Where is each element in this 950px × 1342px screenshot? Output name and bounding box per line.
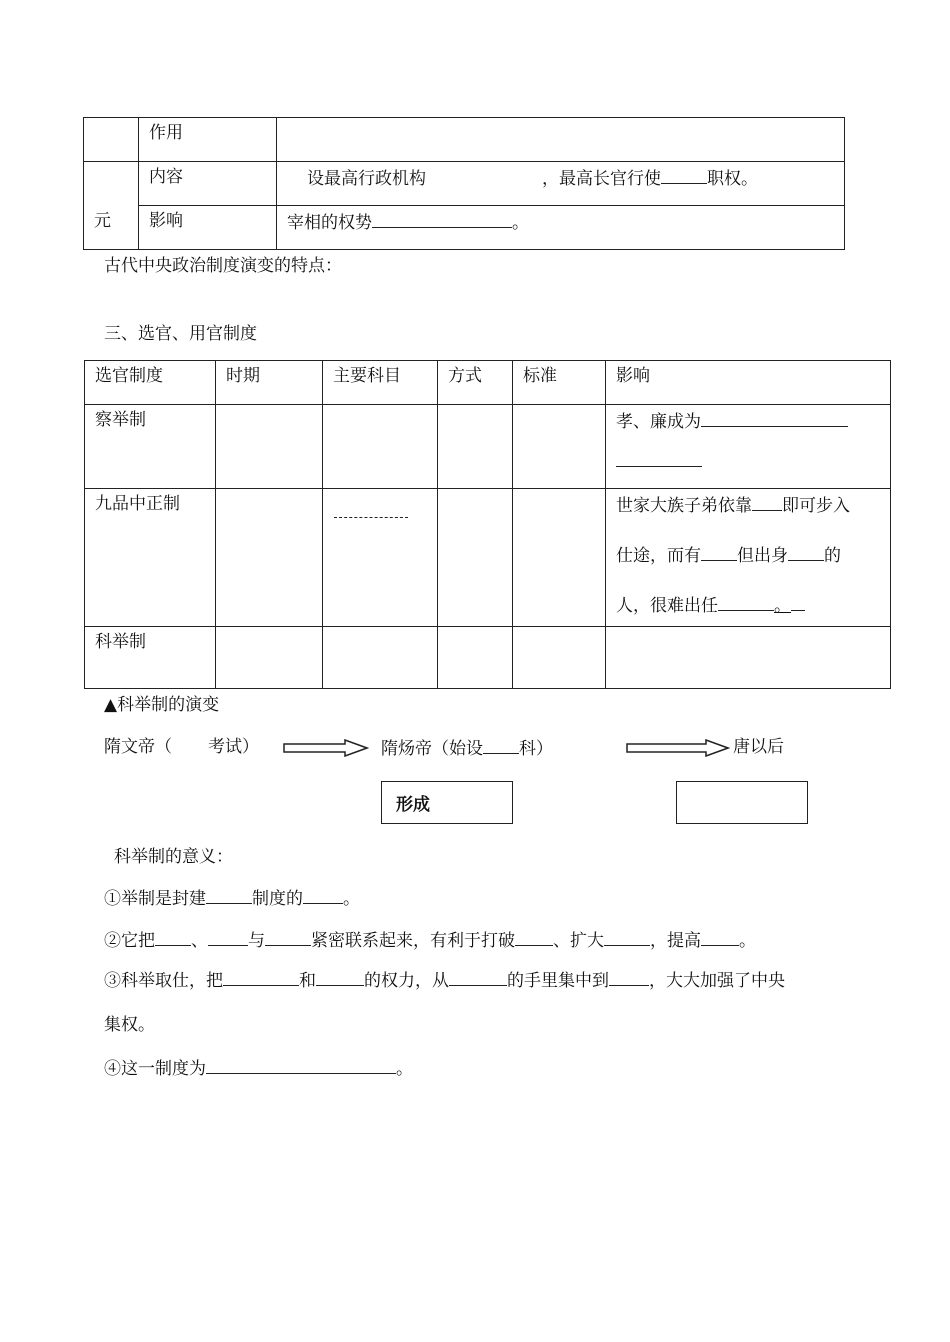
significance-point-1: ①举制是封建 制度的 。 — [104, 889, 360, 909]
cell-empty — [84, 118, 139, 162]
evolution-title: ▲科举制的演变 — [104, 695, 220, 715]
cell-dynasty-yuan: 元 — [84, 162, 139, 250]
cell-label-content: 内容 — [139, 162, 277, 206]
evolution-step3: 唐以后 — [733, 737, 784, 757]
row2-name: 九品中正制 — [85, 489, 216, 627]
cell-label-impact: 影响 — [139, 206, 277, 250]
row1-name: 察举制 — [85, 405, 216, 489]
table-row — [85, 627, 891, 689]
row2-subjects — [323, 489, 438, 627]
cell-content-value: 设最高行政机构 ，最高长官行使 职权。 — [277, 162, 845, 206]
significance-point-4: ④这一制度为 。 — [104, 1059, 413, 1079]
cell-effect-value — [277, 118, 845, 162]
row1-impact: 孝、廉成为 — [606, 405, 891, 489]
row3-name: 科举制 — [85, 627, 216, 689]
right-arrow-icon — [626, 739, 730, 757]
table-row — [85, 489, 891, 627]
significance-title: 科举制的意义： — [114, 847, 233, 867]
table-row — [85, 405, 891, 489]
header-system: 选官制度 — [85, 361, 216, 405]
header-subjects: 主要科目 — [323, 361, 438, 405]
row2-impact: 世家大族子弟依靠 即可步入 仕途，而有 但出身 的 人，很难出任 。 — [606, 489, 891, 627]
section3-title: 三、选官、用官制度 — [104, 324, 257, 344]
header-impact: 影响 — [606, 361, 891, 405]
header-standard: 标准 — [513, 361, 606, 405]
significance-point-3: ③科举取仕，把 和 的权力，从 的手里集中到 ，大大加强了中央 — [104, 971, 785, 991]
cell-label-effect: 作用 — [139, 118, 277, 162]
cell-impact-value: 宰相的权势 。 — [277, 206, 845, 250]
feature-text: 古代中央政治制度演变的特点： — [104, 256, 342, 276]
right-arrow-icon — [283, 739, 369, 757]
selection-table — [84, 360, 891, 689]
header-period: 时期 — [216, 361, 323, 405]
evolution-step2: 隋炀帝（始设 科） — [381, 739, 553, 759]
significance-point-3-cont: 集权。 — [104, 1015, 155, 1035]
yuan-table — [83, 117, 845, 250]
box-formed: 形成 — [381, 781, 513, 824]
significance-point-2: ②它把 、 与 紧密联系起来，有利于打破 、扩大 ，提高 。 — [104, 931, 756, 951]
evolution-step1: 隋文帝（ 考试） — [104, 737, 259, 757]
box-empty — [676, 781, 808, 824]
header-method: 方式 — [438, 361, 513, 405]
